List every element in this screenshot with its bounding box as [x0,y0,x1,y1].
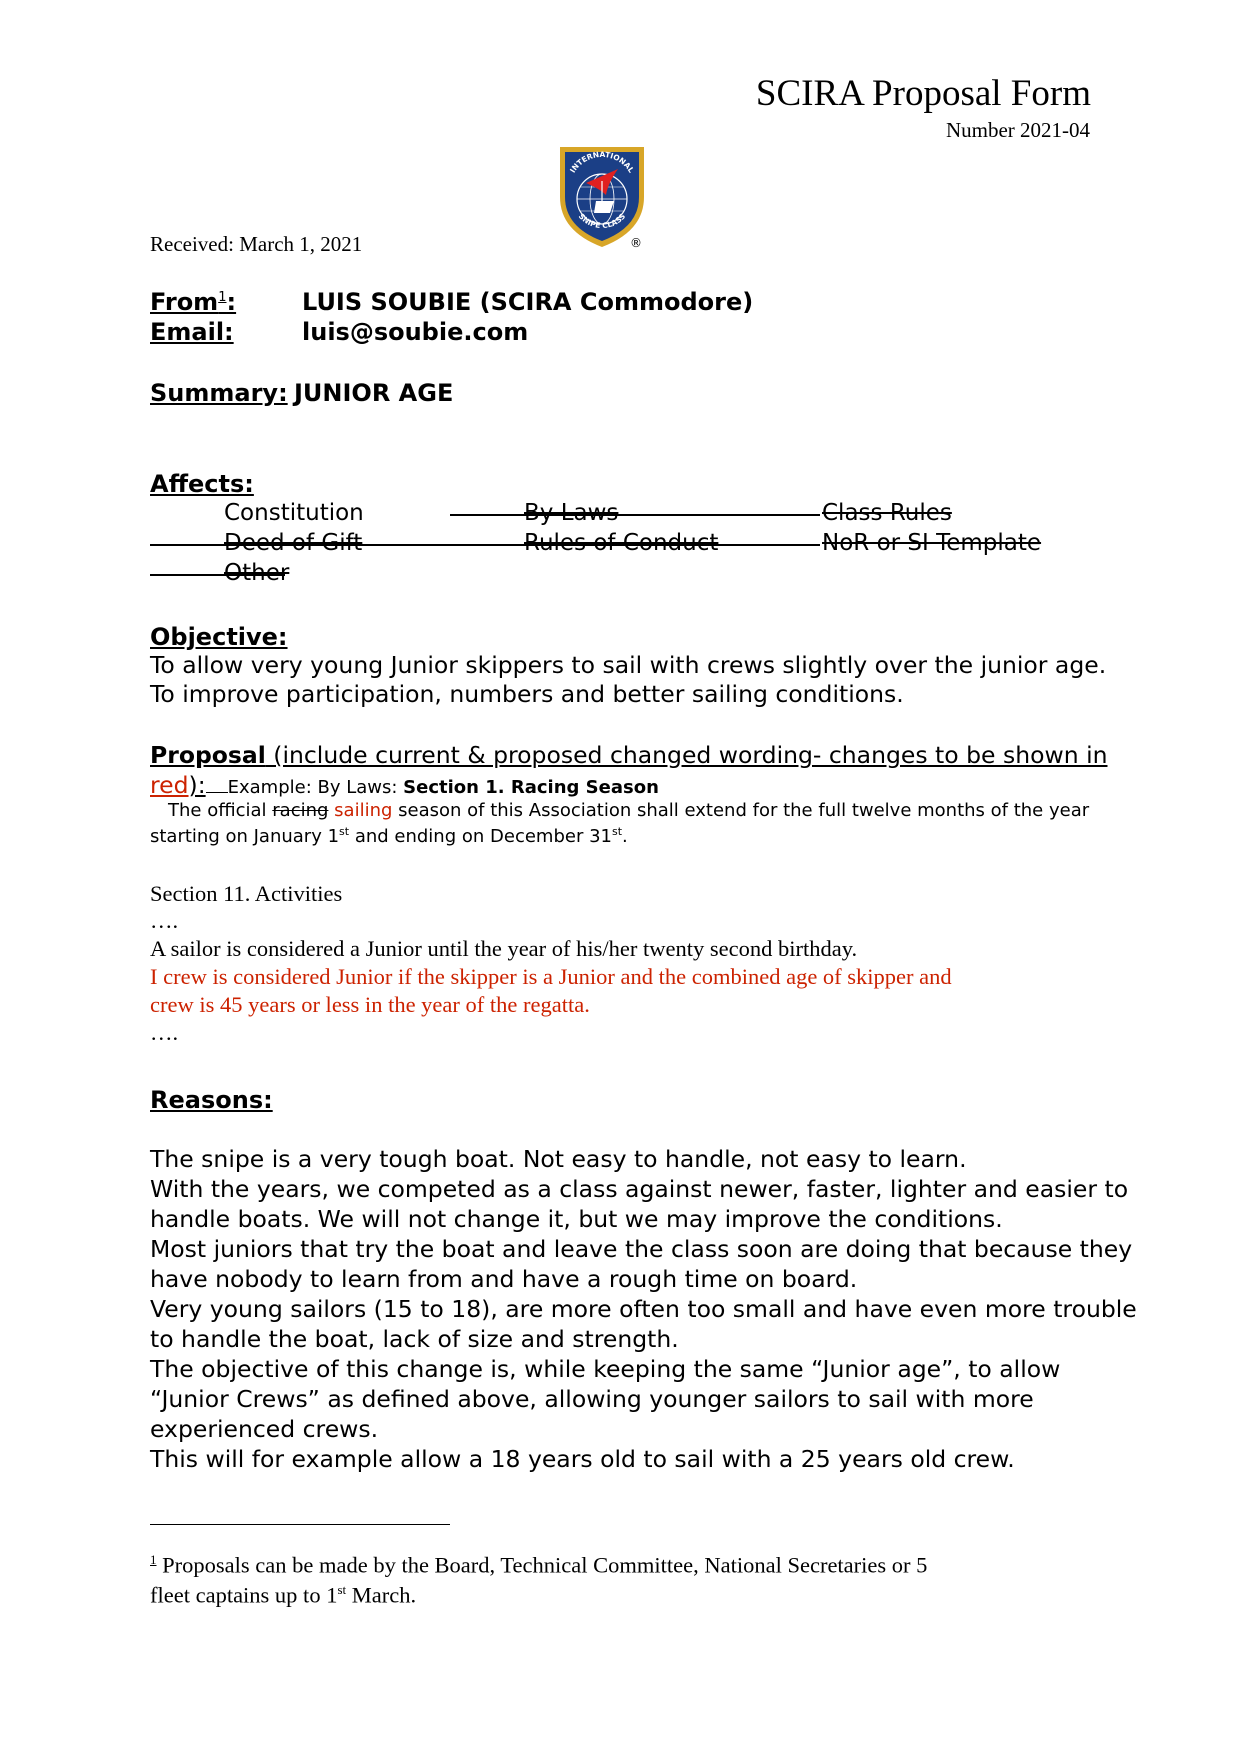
footnote-divider [150,1524,450,1525]
affects-class-rules: Class Rules [822,500,952,526]
from-value: LUIS SOUBIE (SCIRA Commodore) [302,288,754,316]
affects-constitution: Constitution [224,500,364,526]
objective-line: To improve participation, numbers and better sailing conditions. [150,680,904,708]
footnote-mark: 1 [150,1552,157,1567]
form-title: SCIRA Proposal Form [755,73,1091,114]
affects-rules-of-conduct: Rules of Conduct [524,530,719,556]
email-label: Email: [150,318,234,346]
underline-gap [206,774,228,793]
received-date: Received: March 1, 2021 [150,232,363,256]
red-word: sailing [328,800,393,821]
registered-mark: ® [630,236,642,250]
proposal-line-two: red): Example: By Laws: Section 1. Racing Season [150,771,659,799]
reasons-line: have nobody to learn from and have a rough time on board. [150,1265,858,1293]
logo-text-bottom: SNIPE CLASS [576,211,628,231]
struck-word: racing [272,800,329,821]
example-prefix: Example: By Laws: [227,777,404,798]
proposed-rule-line: I crew is considered Junior if the skipper is a Junior and the combined age of skipper and [150,964,952,989]
email-value: luis@soubie.com [302,318,529,346]
footnote-line-2: fleet captains up to 1st March. [150,1582,417,1608]
affects-by-laws: By Laws [524,500,619,526]
objective-line: To allow very young Junior skippers to sail with crews slightly over the junior age. [150,651,1107,679]
proposed-rule-line: crew is 45 years or less in the year of the regatta. [150,992,590,1017]
ellipsis: …. [150,908,179,933]
reasons-line: The objective of this change is, while keeping the same “Junior age”, to allow [150,1355,1061,1383]
ellipsis: …. [150,1020,179,1045]
reasons-label: Reasons: [150,1086,273,1114]
logo-text-top: INTERNATIONAL [568,149,636,175]
reasons-line: With the years, we competed as a class against newer, faster, lighter and easier to [150,1175,1129,1203]
proposal-heading [150,741,1108,769]
affects-label: Affects: [150,470,254,498]
affects-nor-si-template: NoR or SI Template [822,530,1042,556]
summary-label: Summary: [150,379,288,407]
strike-line [450,514,820,516]
reasons-line: handle boats. We will not change it, but we may improve the conditions. [150,1205,1003,1233]
reasons-line: This will for example allow a 18 years old to sail with a 25 years old crew. [150,1445,1015,1473]
reasons-line: The snipe is a very tough boat. Not easy to handle, not easy to learn. [150,1145,967,1173]
proposal-label: Proposal [150,741,266,769]
reasons-line: “Junior Crews” as defined above, allowing younger sailors to sail with more [150,1385,1034,1413]
reasons-line: experienced crews. [150,1415,379,1443]
existing-rule-line: A sailor is considered a Junior until the year of his/her twenty second birthday. [150,936,858,961]
affects-deed-of-gift: Deed of Gift [224,530,363,556]
example-line-2: starting on January 1st and ending on December 31st. [150,825,628,847]
footnote-ref: 1 [218,290,227,305]
footnote-line-1: $^1$ Proposals can be made by the Board, Technical Committee, National Secretaries or 5 [150,1552,928,1578]
affects-other: Other [224,560,290,586]
reasons-line: Most juniors that try the boat and leave the class soon are doing that because they [150,1235,1133,1263]
from-label: From$^1$: [150,288,237,316]
proposal-instruction: (include current & proposed changed wording- changes to be shown in [265,741,1108,769]
summary-value: JUNIOR AGE [294,379,454,407]
section-heading: Section 11. Activities [150,881,343,906]
reasons-line: Very young sailors (15 to 18), are more often too small and have even more trouble [150,1295,1137,1323]
reasons-line: to handle the boat, lack of size and strength. [150,1325,679,1353]
form-number: Number 2021-04 [945,118,1090,142]
proposal-red-word: red [150,771,189,799]
example-section: Section 1. Racing Season [403,777,659,798]
example-line-1: The official racing sailing season of this Association shall extend for the full twelve months of the year [168,800,1090,821]
objective-label: Objective: [150,623,288,651]
